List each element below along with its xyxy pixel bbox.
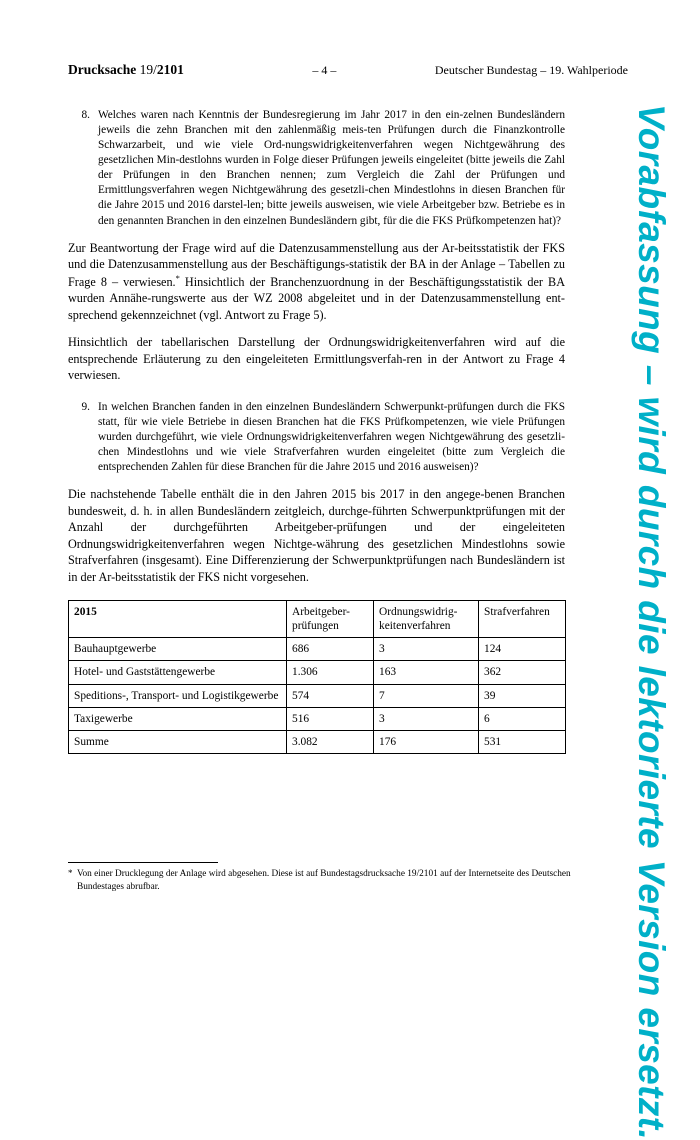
header-doc-number: 2101 [156, 62, 184, 77]
header-periode: Deutscher Bundestag – 19. Wahlperiode [434, 63, 628, 77]
table-header-owi: Ordnungswidrig-keitenverfahren [374, 600, 479, 638]
footnote [68, 862, 588, 894]
table-cell-pruefungen: 1.306 [287, 661, 374, 684]
footnote-marker: * [68, 868, 73, 878]
table-cell-strafverfahren: 6 [479, 707, 566, 730]
question-text: In welchen Branchen fanden in den einzelnen Bundesländern Schwerpunkt-prüfungen durch die FKS statt, für wie viele Betriebe in diesen Branchen hat die FKS Prüfkompetenzen, wie viele Prüfungen wurden durchgeführt, wie viele Ordnungswidrigkeitenverfahren wegen Nichtgewährung des gesetzli-chen Mindestlohns und wie viele Strafverfahren wurden eingeleitet (bitte zum Vergleich die entsprechenden Zahlen für diese Branchen für die Jahre 2015 und 2016 ausweisen)? [98, 400, 565, 474]
answer-8-text-a-cont: Hinsichtlich der Branchenzuordnung in der Beschäftigungsstatistik der BA wurden Annähe-rungswerte aus der WZ 2008 abgeleitet und in der Datenzusammenstellung ent-sprechend gekennzeichnet (vgl. Antwort zu Frage 5). [68, 274, 565, 322]
table-row [69, 707, 566, 730]
statistics-table [68, 600, 566, 755]
question-text: Welches waren nach Kenntnis der Bundesregierung im Jahr 2017 in den ein-zelnen Bundesländern jeweils die zehn Branchen mit den zahlenmäßig meis-ten Prüfungen durch die Finanzkontrolle Schwarzarbeit, und wie viele Ord-nungswidrigkeitenverfahren wegen Nichtgewährung des gesetzlichen Min-destlohns wurden in Folge dieser Prüfungen jeweils eingeleitet (bitte jeweils die Zahl der Prüfungen in den Branchen nennen; zum Vergleich die Zahl der Prüfungen und Ermittlungsverfahren wegen Nichtgewährung des gesetzli-chen Mindestlohns in diesen Branchen für die Jahre 2015 und 2016 darstel-len; bitte jeweils ausweisen, wie viele Arbeitgeber bzw. Betriebe es in den genannten Branchen in den einzelnen Bundesländern gibt, für die die FKS Prüfkompetenzen hat)? [98, 109, 565, 227]
table-cell-pruefungen: 686 [287, 638, 374, 661]
table-row-summe [69, 731, 566, 754]
question-number: 8. [81, 109, 90, 121]
table-cell-branche: Bauhauptgewerbe [69, 638, 287, 661]
statistics-table-wrapper [68, 600, 565, 755]
table-header-row [69, 600, 566, 638]
watermark-text: Vorabfassung – wird durch die lektorierte Version ersetzt. [631, 104, 672, 1140]
document-body [68, 108, 565, 754]
table-cell-owi: 3 [374, 707, 479, 730]
table-row [69, 684, 566, 707]
page-header [68, 62, 632, 82]
question-item [68, 400, 565, 475]
header-page-marker: – 4 – [312, 63, 337, 77]
answer-8-text-a: Zur Beantwortung der Frage wird auf die Datenzusammenstellung aus der Ar-beitsstatistik der FKS und die Datenzusammenstellung aus der Beschäftigungs-statistik der BA in der Anlage – Tabellen zu Frage 8 – verwiesen. [68, 240, 565, 289]
table-cell-branche: Hotel- und Gaststättengewerbe [69, 661, 287, 684]
footnote-marker-ref: * [175, 272, 180, 283]
footnote-text [68, 868, 588, 894]
watermark [620, 0, 690, 1140]
footnote-body: Von einer Drucklegung der Anlage wird abgesehen. Diese ist auf Bundestagsdrucksache 19/2101 auf der Internetseite des Deutschen Bundestages abrufbar. [77, 869, 571, 893]
table-header-pruefungen: Arbeitgeber-prüfungen [287, 600, 374, 638]
table-cell-pruefungen: 574 [287, 684, 374, 707]
table-row [69, 661, 566, 684]
table-cell-owi: 7 [374, 684, 479, 707]
table-cell-strafverfahren: 39 [479, 684, 566, 707]
footnote-divider [68, 862, 218, 863]
answer-paragraph-3: Die nachstehende Tabelle enthält die in den Jahren 2015 bis 2017 in den angege-benen Branchen bundesweit, d. h. in allen Bundesländern zeitgleich, durchge-führten Schwerpunktprüfungen mit der Anzahl der durchgeführten Arbeitgeber-prüfungen und der eingeleiteten Ordnungswidrigkeitenverfahren wegen Nichtge-währung des gesetzlichen Mindestlohns sowie Strafverfahren (insgesamt). Eine Differenzierung der Schwerpunktprüfungen nach Bundesländern ist in der Ar-beitsstatistik der FKS nicht vorgesehen. [68, 487, 565, 584]
table-cell-owi: 176 [374, 731, 479, 754]
table-header-year: 2015 [69, 600, 287, 638]
header-doc-number-prefix: 19/ [139, 62, 157, 77]
table-header-strafverfahren: Strafverfahren [479, 600, 566, 638]
header-doc-label: Drucksache [68, 62, 137, 77]
table-cell-pruefungen: 3.082 [287, 731, 374, 754]
answer-paragraph-2: Hinsichtlich der tabellarischen Darstellung der Ordnungswidrigkeitenverfahren wird auf die entsprechende Erläuterung zu den eingeleiteten Ermittlungsverfah-ren in der Antwort zu Frage 4 verwiesen. [68, 335, 565, 383]
table-cell-strafverfahren: 362 [479, 661, 566, 684]
answer-paragraph [68, 240, 565, 324]
table-cell-branche: Summe [69, 731, 287, 754]
header-drucksache [68, 62, 184, 78]
table-cell-branche: Taxigewerbe [69, 707, 287, 730]
table-cell-pruefungen: 516 [287, 707, 374, 730]
table-cell-owi: 3 [374, 638, 479, 661]
question-item [68, 108, 565, 229]
table-cell-owi: 163 [374, 661, 479, 684]
question-number: 9. [81, 400, 90, 413]
table-row [69, 638, 566, 661]
table-cell-strafverfahren: 531 [479, 731, 566, 754]
table-cell-strafverfahren: 124 [479, 638, 566, 661]
table-cell-branche: Speditions-, Transport- und Logistikgewerbe [69, 684, 287, 707]
